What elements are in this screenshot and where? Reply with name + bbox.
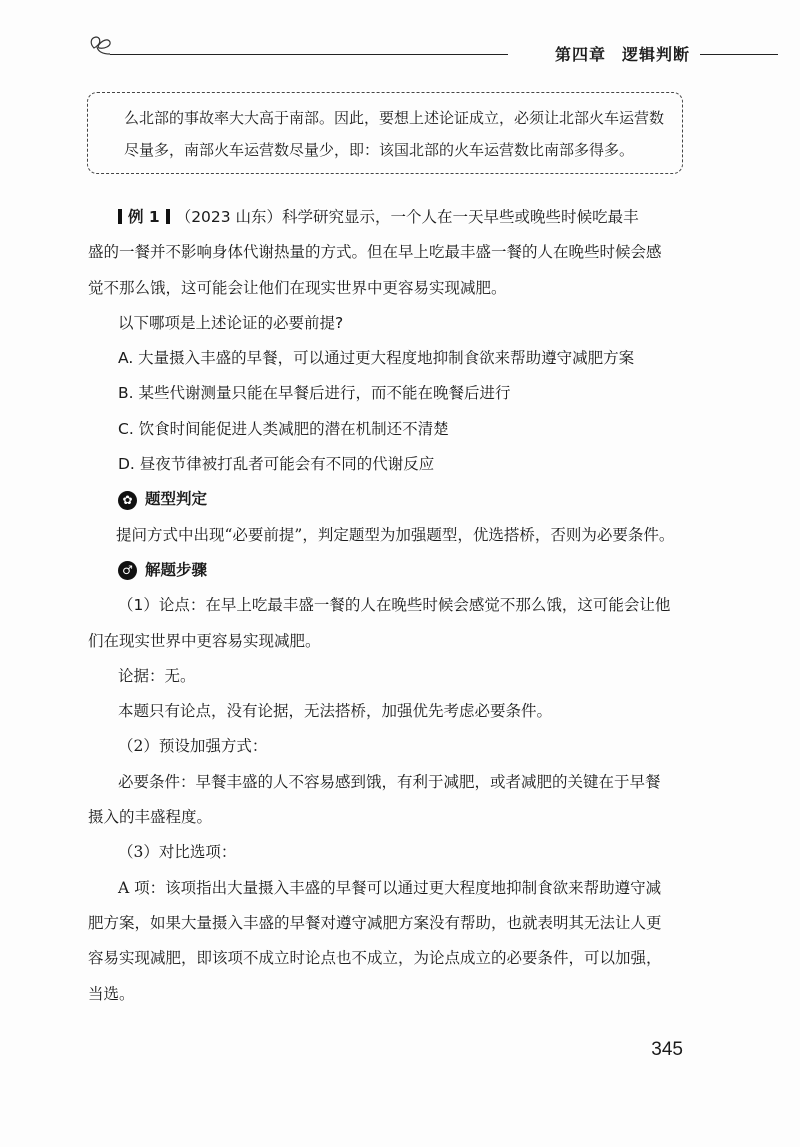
- section-text: 提问方式中出现“必要前提”，判定题型为加强题型，优选搭桥，否则为必要条件。: [116, 525, 675, 544]
- note-text: [124, 102, 669, 166]
- analysis-text: 容易实现减肥，即该项不成立时论点也不成立，为论点成立的必要条件，可以加强，: [88, 949, 662, 968]
- step-text: （2）预设加强方式：: [118, 737, 268, 756]
- example-text: 觉不那么饿，这可能会让他们在现实世界中更容易实现减肥。: [88, 278, 507, 297]
- example-tag: 例 1: [128, 208, 160, 226]
- option-a: A. 大量摄入丰盛的早餐，可以通过更大程度地抑制食欲来帮助遵守减肥方案: [118, 349, 635, 368]
- header-rule-left: [110, 54, 508, 55]
- option-d: D. 昼夜节律被打乱者可能会有不同的代谢反应: [118, 455, 435, 474]
- example-marker-left: [118, 209, 122, 224]
- section-title: 题型判定: [145, 490, 208, 509]
- step-text: 摄入的丰盛程度。: [88, 808, 213, 827]
- section-heading: [118, 482, 690, 517]
- question: 以下哪项是上述论证的必要前提?: [118, 313, 344, 332]
- step-text: （1）论点：在早上吃最丰盛一餐的人在晚些时候会感觉不那么饿，这可能会让他: [118, 596, 671, 615]
- header-rule-right: [700, 54, 778, 55]
- chapter-number: 第四章: [554, 45, 606, 64]
- example-text: （2023 山东）科学研究显示，一个人在一天早些或晚些时候吃最丰: [175, 208, 639, 226]
- example-first-line: [118, 200, 690, 235]
- note-line: 么北部的事故率大大高于南部。因此，要想上述论证成立，必须让北部火车运营数: [124, 109, 665, 127]
- example-marker-right: [166, 209, 170, 224]
- main-content: [88, 200, 690, 1012]
- example-text: 盛的一餐并不影响身体代谢热量的方式。但在早上吃最丰盛一餐的人在晚些时候会感: [88, 243, 662, 262]
- option-b: B. 某些代谢测量只能在早餐后进行，而不能在晚餐后进行: [118, 384, 511, 403]
- chapter-title: [555, 42, 690, 65]
- step-text: （3）对比选项：: [118, 843, 237, 862]
- evidence-text: 论据：无。: [118, 666, 196, 685]
- steps-icon: ♂: [118, 561, 137, 580]
- page-header: [88, 34, 778, 70]
- note-text: 本题只有论点，没有论据，无法搭桥，加强优先考虑必要条件。: [118, 702, 553, 721]
- gear-icon: ✿: [118, 491, 137, 510]
- note-line: 尽量多，南部火车运营数尽量少，即：该国北部的火车运营数比南部多得多。: [124, 141, 635, 159]
- step-text: 们在现实世界中更容易实现减肥。: [88, 631, 321, 650]
- analysis-text: A 项：该项指出大量摄入丰盛的早餐可以通过更大程度地抑制食欲来帮助遵守减: [118, 878, 662, 897]
- step-text: 必要条件：早餐丰盛的人不容易感到饿，有利于减肥，或者减肥的关键在于早餐: [118, 772, 661, 791]
- analysis-text: 当选。: [88, 984, 135, 1003]
- section-heading: [118, 553, 690, 588]
- page-number: 345: [651, 1039, 683, 1060]
- section-title: 解题步骤: [145, 560, 208, 579]
- analysis-text: 肥方案，如果大量摄入丰盛的早餐对遵守减肥方案没有帮助，也就表明其无法让人更: [88, 913, 662, 932]
- chapter-name: 逻辑判断: [621, 45, 690, 64]
- option-c: C. 饮食时间能促进人类减肥的潜在机制还不清楚: [118, 419, 449, 438]
